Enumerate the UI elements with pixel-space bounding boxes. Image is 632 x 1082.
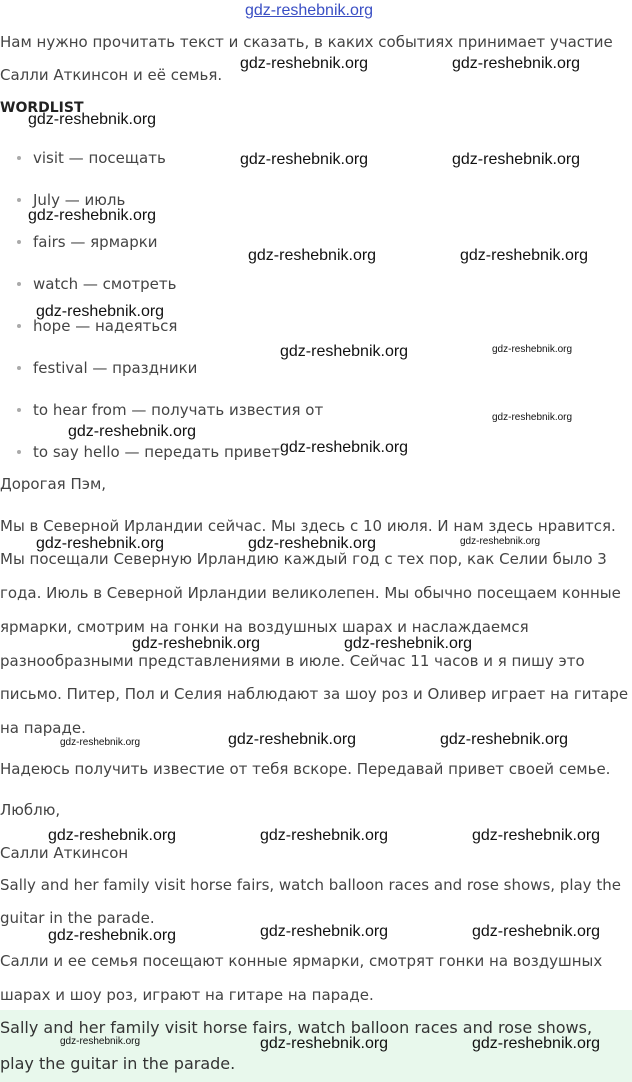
highlight-line-2: play the guitar in the parade. (0, 1054, 236, 1073)
intro-line-2: Салли Аткинсон и её семья. (0, 66, 223, 84)
watermark: gdz-reshebnik.org (260, 1035, 389, 1052)
list-bullet (17, 198, 21, 202)
list-item: watch — смотреть (33, 275, 177, 293)
list-item: to hear from — получать известия от (33, 401, 324, 419)
watermark: gdz-reshebnik.org (344, 635, 473, 652)
watermark: gdz-reshebnik.org (248, 247, 377, 264)
letter-line: разнообразными представлениями в июле. Сейчас 11 часов и я пишу это (0, 652, 585, 670)
letter-line: Мы в Северной Ирландии сейчас. Мы здесь с 10 июля. И нам здесь нравится. (0, 517, 616, 535)
watermark: gdz-reshebnik.org (60, 737, 141, 748)
watermark: gdz-reshebnik.org (248, 535, 377, 552)
watermark: gdz-reshebnik.org (280, 439, 409, 456)
watermark: gdz-reshebnik.org (492, 412, 573, 423)
list-bullet (17, 156, 21, 160)
watermark: gdz-reshebnik.org (36, 303, 165, 320)
watermark: gdz-reshebnik.org (28, 207, 157, 224)
watermark: gdz-reshebnik.org (60, 1036, 141, 1047)
wordlist-heading: WORDLIST (0, 100, 84, 116)
watermark-top-link[interactable]: gdz-reshebnik.org (245, 2, 374, 19)
list-bullet (17, 282, 21, 286)
watermark: gdz-reshebnik.org (472, 923, 601, 940)
watermark: gdz-reshebnik.org (472, 827, 601, 844)
letter-line: Мы посещали Северную Ирландию каждый год с тех пор, как Селии было 3 (0, 550, 607, 568)
watermark: gdz-reshebnik.org (28, 111, 157, 128)
letter-line: письмо. Питер, Пол и Селия наблюдают за шоу роз и Оливер играет на гитаре (0, 685, 629, 703)
letter-line: ярмарки, смотрим на гонки на воздушных шарах и наслаждаемся (0, 618, 529, 636)
list-bullet (17, 450, 21, 454)
watermark: gdz-reshebnik.org (228, 731, 357, 748)
watermark: gdz-reshebnik.org (260, 923, 389, 940)
letter-love: Люблю, (0, 801, 61, 819)
watermark: gdz-reshebnik.org (472, 1035, 601, 1052)
watermark: gdz-reshebnik.org (440, 731, 569, 748)
letter-line: года. Июль в Северной Ирландии великолепен. Мы обычно посещаем конные (0, 584, 621, 602)
intro-line-1: Нам нужно прочитать текст и сказать, в каких событиях принимает участие (0, 33, 613, 51)
watermark: gdz-reshebnik.org (260, 827, 389, 844)
list-bullet (17, 324, 21, 328)
watermark: gdz-reshebnik.org (280, 343, 409, 360)
list-bullet (17, 408, 21, 412)
answer-en-line-2: guitar in the parade. (0, 909, 155, 927)
list-item: to say hello — передать привет (33, 443, 280, 461)
letter-closing: Надеюсь получить известие от тебя вскоре. Передавай привет своей семье. (0, 760, 611, 778)
list-bullet (17, 240, 21, 244)
list-item: hope — надеяться (33, 317, 178, 335)
watermark: gdz-reshebnik.org (452, 55, 581, 72)
watermark: gdz-reshebnik.org (48, 927, 177, 944)
watermark: gdz-reshebnik.org (240, 151, 369, 168)
letter-line: на параде. (0, 719, 86, 737)
list-item: visit — посещать (33, 149, 166, 167)
watermark: gdz-reshebnik.org (132, 635, 261, 652)
watermark: gdz-reshebnik.org (460, 247, 589, 264)
answer-ru-line-1: Салли и ее семья посещают конные ярмарки, смотрят гонки на воздушных (0, 952, 603, 970)
list-item: festival — праздники (33, 359, 198, 377)
watermark: gdz-reshebnik.org (460, 536, 541, 547)
watermark: gdz-reshebnik.org (36, 535, 165, 552)
list-item: fairs — ярмарки (33, 233, 158, 251)
watermark: gdz-reshebnik.org (68, 423, 197, 440)
watermark: gdz-reshebnik.org (48, 827, 177, 844)
answer-ru-line-2: шарах и шоу роз, играют на гитаре на параде. (0, 986, 374, 1004)
highlight-line-1: Sally and her family visit horse fairs, watch balloon races and rose shows, (0, 1018, 593, 1037)
watermark: gdz-reshebnik.org (452, 151, 581, 168)
watermark: gdz-reshebnik.org (240, 55, 369, 72)
answer-en-line-1: Sally and her family visit horse fairs, watch balloon races and rose shows, play the (0, 876, 621, 894)
list-item: July — июль (33, 191, 126, 209)
letter-greeting: Дорогая Пэм, (0, 475, 107, 493)
watermark: gdz-reshebnik.org (492, 344, 573, 355)
letter-signature: Салли Аткинсон (0, 844, 129, 862)
list-bullet (17, 366, 21, 370)
